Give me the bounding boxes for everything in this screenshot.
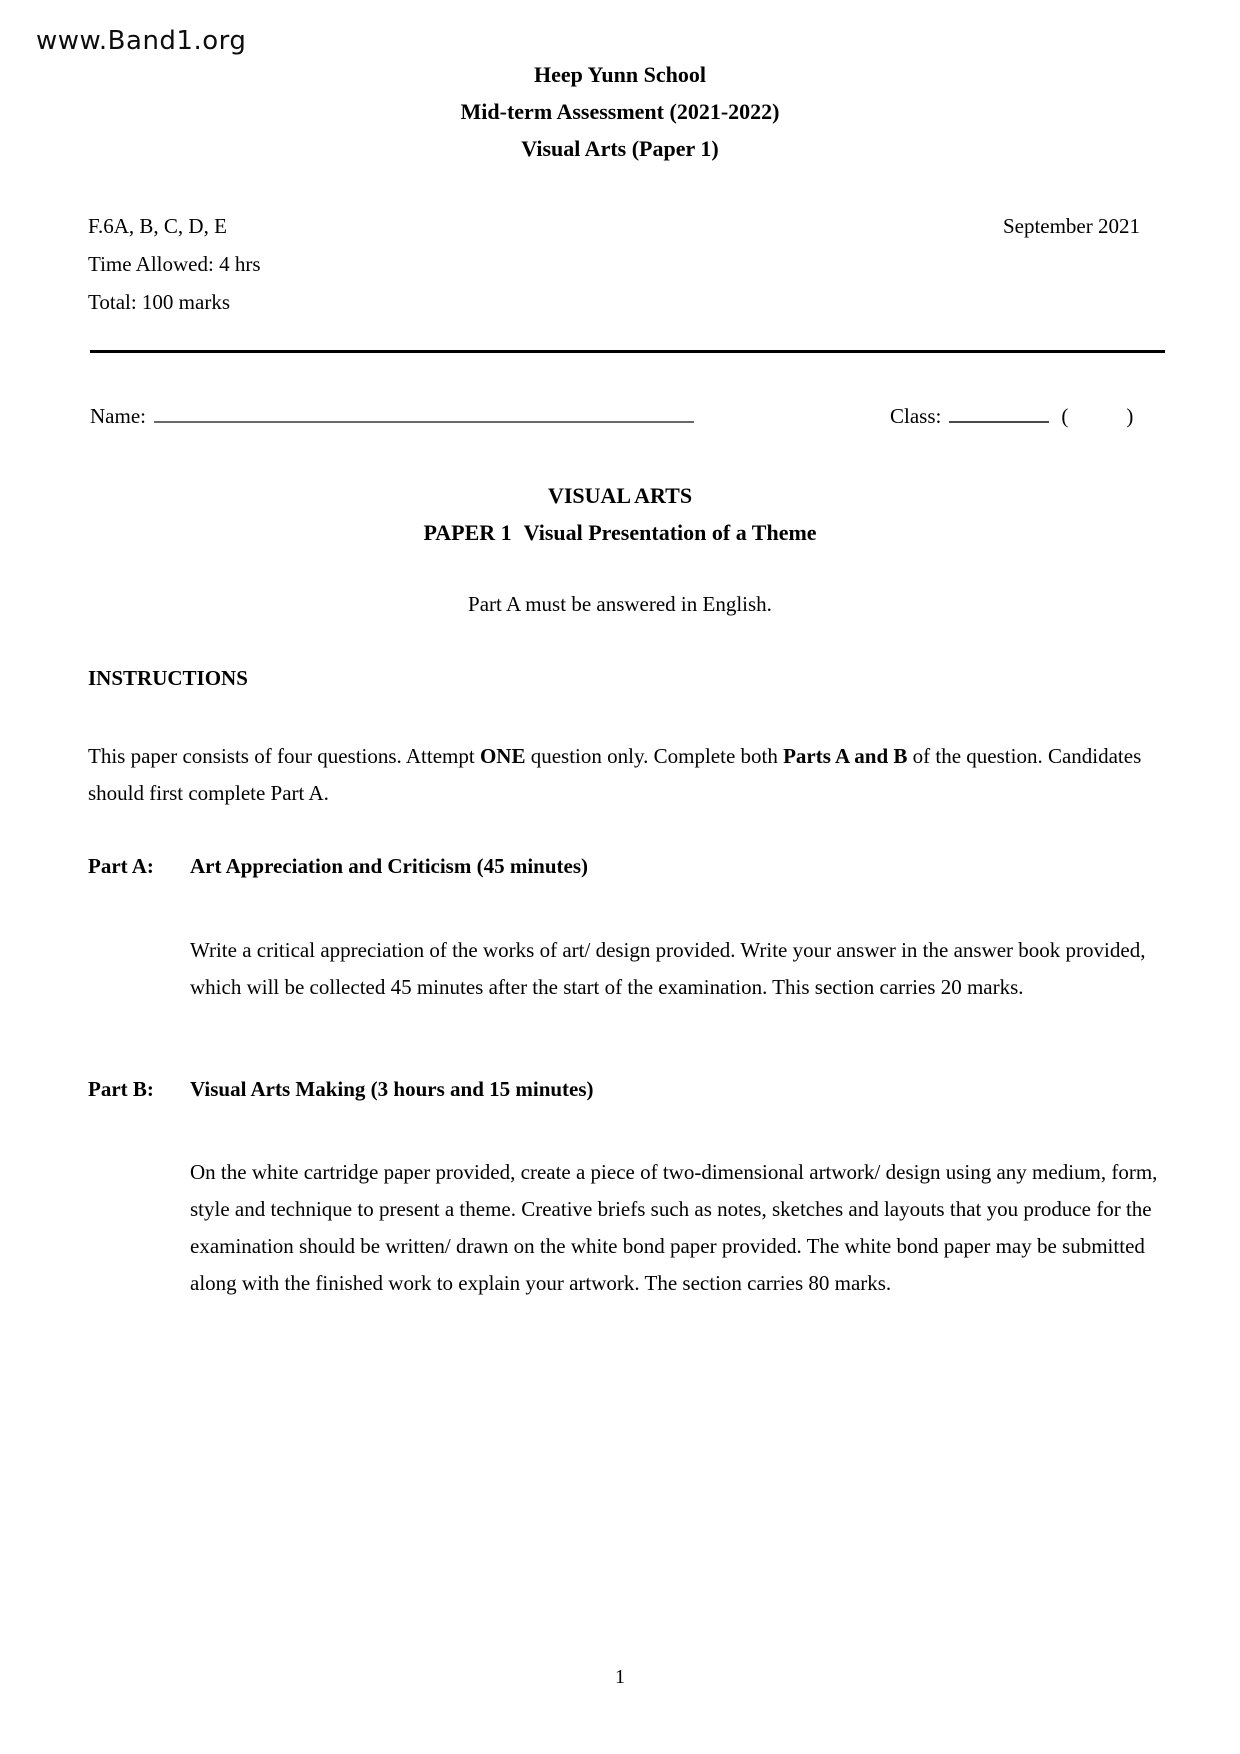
divider-rule: [90, 350, 1165, 353]
subject-title: Visual Arts (Paper 1): [521, 136, 719, 161]
exam-date: September 2021: [1002, 214, 1140, 238]
class-paren-open: (: [1061, 404, 1069, 428]
instructions-heading: INSTRUCTIONS: [88, 666, 248, 690]
paper-theme-title: Visual Presentation of a Theme: [523, 520, 817, 545]
watermark-text: www.Band1.org: [36, 26, 247, 56]
assessment-title: Mid-term Assessment (2021-2022): [460, 99, 780, 124]
part-a-title: Art Appreciation and Criticism (45 minutes): [190, 854, 589, 878]
name-blank: [154, 420, 694, 423]
name-label: Name:: [90, 404, 146, 428]
part-b-title: Visual Arts Making (3 hours and 15 minutes): [190, 1077, 594, 1101]
paper-section-title: VISUAL ARTS: [547, 483, 693, 508]
paper-subtitle-line: [0, 520, 1240, 546]
name-field-row: [90, 404, 694, 429]
class-field-row: [890, 404, 1133, 429]
total-marks: Total: 100 marks: [88, 290, 231, 314]
class-blank: [949, 420, 1049, 423]
language-notice: Part A must be answered in English.: [468, 592, 772, 616]
instructions-paragraph: This paper consists of four questions. Attempt ONE question only. Complete both Parts A and B of the question. Candidates should first complete Part A.: [88, 744, 1142, 805]
time-allowed: Time Allowed: 4 hrs: [88, 252, 261, 276]
part-a-label: Part A:: [88, 854, 154, 878]
paper-number: PAPER 1: [423, 520, 512, 545]
school-name: Heep Yunn School: [534, 62, 706, 87]
part-b-body: On the white cartridge paper provided, create a piece of two-dimensional artwork/ design using any medium, form, style and technique to present a theme. Creative briefs such as notes, sketches and layouts that you produce for the examination should be written/ drawn on the white bond paper provided. The white bond paper may be submitted along with the finished work to explain your artwork. The section carries 80 marks.: [190, 1160, 1158, 1295]
class-groups: F.6A, B, C, D, E: [88, 214, 227, 238]
part-b-label: Part B:: [88, 1077, 154, 1101]
class-label: Class:: [890, 404, 942, 428]
class-paren-close: ): [1126, 404, 1134, 428]
part-a-body: Write a critical appreciation of the works of art/ design provided. Write your answer in the answer book provided, which will be collected 45 minutes after the start of the examination. This section carries 20 marks.: [190, 938, 1146, 999]
page-number: 1: [615, 1666, 625, 1688]
